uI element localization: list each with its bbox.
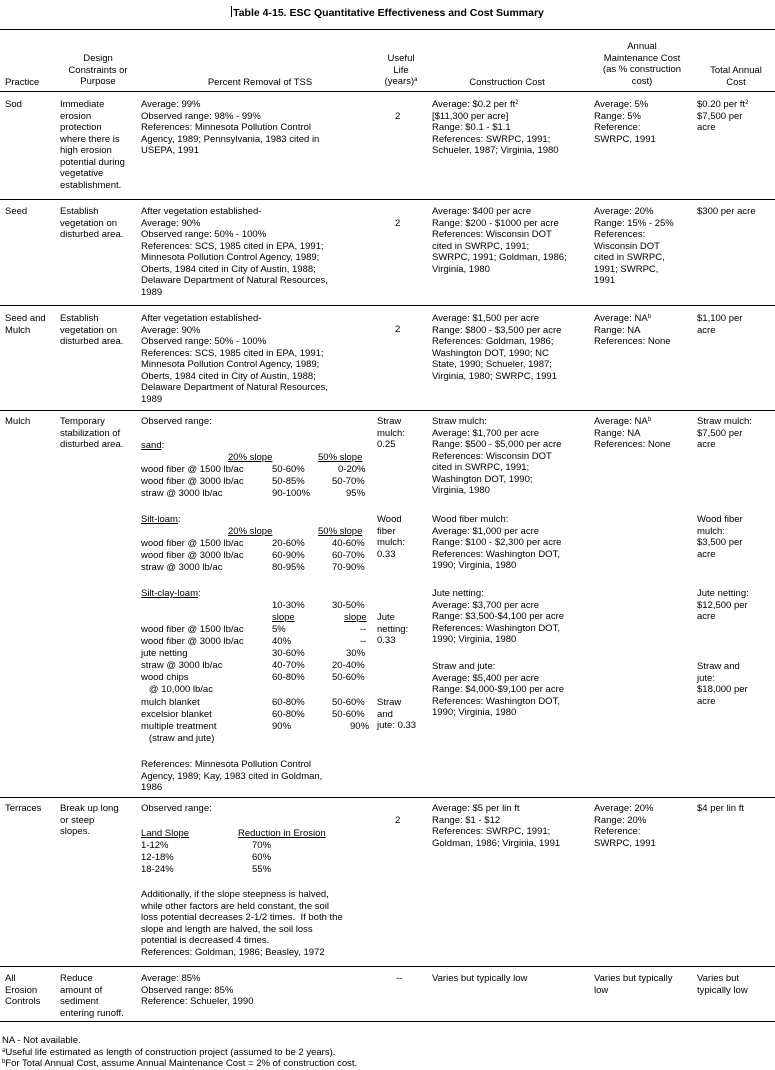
header-total: Total Annual Cost xyxy=(710,65,762,88)
mulch-siltclay-v2: -- xyxy=(360,636,367,647)
mulch-siltclay-label: (straw and jute) xyxy=(141,733,215,744)
seed-total: $300 per acre xyxy=(697,206,756,217)
mulch-siltloam-label: straw @ 3000 lb/ac xyxy=(141,562,223,573)
mulch-siltclay-v1: 40% xyxy=(272,636,292,647)
sod-maint: Average: 5% Range: 5% Reference: SWRPC, 1991 xyxy=(594,99,656,145)
seed-life: 2 xyxy=(395,218,401,229)
mulch-siltloam-v1: 80-95% xyxy=(272,562,305,573)
mulch-siltclay-v2: 30% xyxy=(346,648,366,659)
all-practice: All Erosion Controls xyxy=(5,973,41,1007)
mulch-life-jute: Jute netting: 0.33 xyxy=(377,612,409,646)
mulch-siltloam-v1: 60-90% xyxy=(272,550,305,561)
mulch-siltclay-heading: Silt-clay-loam: xyxy=(141,588,201,599)
footnote-b-text: For Total Annual Cost, assume Annual Maintenance Cost = 2% of construction cost. xyxy=(5,1058,358,1069)
footnote-b-mark: b xyxy=(2,1059,6,1065)
mulch-sand-col2: 50% slope xyxy=(318,452,363,463)
terraces-col1: Land Slope xyxy=(141,828,190,839)
seedmulch-total: $1,100 per acre xyxy=(697,313,743,336)
sod-cost xyxy=(432,99,559,157)
footnote-b xyxy=(2,1058,357,1070)
all-maint: Varies but typically low xyxy=(594,973,673,996)
mulch-total-jute: Jute netting: $12,500 per acre xyxy=(697,588,749,622)
sod-total-rest: $7,500 per acre xyxy=(697,110,743,133)
header-life-text: Useful Life (years) xyxy=(384,53,415,87)
terraces-reduction: 70% xyxy=(252,840,272,851)
terraces-cost: Average: $5 per lin ft Range: $1 - $12 References: SWRPC, 1991; Goldman, 1986; Virginia, 1991 xyxy=(432,803,561,849)
seed-maint: Average: 20% Range: 15% - 25% References: Wisconsin DOT cited in SWRPC, 1991; SWRPC, 1991 xyxy=(594,206,674,286)
mulch-sand-v1: 50-85% xyxy=(272,476,305,487)
row-rule xyxy=(0,199,775,200)
footnote-a-mark: a xyxy=(2,1048,6,1054)
row-rule xyxy=(0,410,775,411)
terraces-col2: Reduction in Erosion xyxy=(238,828,326,839)
mulch-siltclay-v1: 40-70% xyxy=(272,660,305,671)
mulch-practice: Mulch xyxy=(5,416,31,427)
mulch-siltloam-v2: 70-90% xyxy=(332,562,365,573)
seedmulch-practice: Seed and Mulch xyxy=(5,313,46,336)
text-cursor xyxy=(231,6,232,17)
mulch-siltloam-label: wood fiber @ 1500 lb/ac xyxy=(141,538,244,549)
header-practice: Practice xyxy=(5,77,40,88)
top-rule xyxy=(0,29,775,30)
table-title-text: Table 4-15. ESC Quantitative Effectiveness and Cost Summary xyxy=(233,7,544,19)
mulch-siltloam-v1: 20-60% xyxy=(272,538,305,549)
sod-total-mark: 2 xyxy=(745,100,749,106)
mulch-maint-rest: Range: NA References: None xyxy=(594,427,671,450)
header-maintenance: Annual Maintenance Cost (as % construction cost) xyxy=(602,41,682,87)
mulch-life-wood: Wood fiber mulch: 0.33 xyxy=(377,514,405,560)
mulch-siltclay-col2b: slope xyxy=(344,612,367,623)
mulch-siltclay-v2: 50-60% xyxy=(332,672,365,683)
mulch-siltloam-v2: 40-60% xyxy=(332,538,365,549)
header-life xyxy=(376,53,426,88)
mulch-total-straw: Straw mulch: $7,500 per acre xyxy=(697,416,752,450)
all-cost: Varies but typically low xyxy=(432,973,528,984)
mulch-sand-heading-text: sand xyxy=(141,440,162,451)
mulch-siltclay-label: @ 10,000 lb/ac xyxy=(141,684,213,695)
all-total: Varies but typically low xyxy=(697,973,748,996)
mulch-total-straw-jute: Straw and jute: $18,000 per acre xyxy=(697,661,748,707)
mulch-sand-v1: 50-60% xyxy=(272,464,305,475)
terraces-slope: 12-18% xyxy=(141,852,174,863)
mulch-sand-v2: 0-20% xyxy=(338,464,366,475)
mulch-siltloam-col1: 20% slope xyxy=(228,526,273,537)
terraces-slope: 1-12% xyxy=(141,840,169,851)
sod-tss: Average: 99% Observed range: 98% - 99% References: Minnesota Pollution Control Agency, 1989; Pennsylvania, 1983 cited in USEPA, 1991 xyxy=(141,99,320,156)
all-purpose: Reduce amount of sediment entering runoff. xyxy=(60,973,124,1019)
terraces-practice: Terraces xyxy=(5,803,42,814)
mulch-maint xyxy=(594,416,671,451)
mulch-observed: Observed range: xyxy=(141,416,212,427)
terraces-total: $4 per lin ft xyxy=(697,803,744,814)
sod-cost-rest: [$11,300 per acre] Range: $0.1 - $1.1 References: SWRPC, 1991; Schueler, 1987; Virginia, 1980 xyxy=(432,110,559,156)
seedmulch-tss: After vegetation established- Average: 90% Observed range: 50% - 100% References: SCS, 1985 cited in EPA, 1991; Minnesota Pollution Control Agency, 1989; Oberts, 1984 cited in City of Austin, 1988; Delaware Department of Natural Resources, 1989 xyxy=(141,313,328,405)
mulch-cost-straw: Straw mulch: Average: $1,700 per acre Range: $500 - $5,000 per acre References: Wisconsin DOT cited in SWRPC, 1991; Washington DOT, 1990; Virginia, 1980 xyxy=(432,416,562,496)
header-life-mark: a xyxy=(414,77,418,83)
terraces-reduction: 60% xyxy=(252,852,272,863)
mulch-siltclay-label: wood fiber @ 3000 lb/ac xyxy=(141,636,244,647)
mulch-cost-straw-jute: Straw and jute: Average: $5,400 per acre Range: $4,000-$9,100 per acre References: Washington DOT, 1990; Virginia, 1980 xyxy=(432,661,565,718)
footnote-a-text: Useful life estimated as length of construction project (assumed to be 2 years). xyxy=(5,1047,336,1058)
mulch-siltloam-heading: Silt-loam: xyxy=(141,514,181,525)
mulch-sand-col1: 20% slope xyxy=(228,452,273,463)
mulch-siltclay-label: jute netting xyxy=(141,648,188,659)
mulch-siltclay-label: wood fiber @ 1500 lb/ac xyxy=(141,624,244,635)
seedmulch-purpose: Establish vegetation on disturbed area. xyxy=(60,313,124,347)
mulch-sand-label: wood fiber @ 1500 lb/ac xyxy=(141,464,244,475)
seedmulch-cost: Average: $1,500 per acre Range: $800 - $3,500 per acre References: Goldman, 1986; Washington DOT, 1990; NC State, 1990; Schueler, 1987; Virginia, 1980; SWRPC, 1991 xyxy=(432,313,562,382)
mulch-siltclay-v1: 60-80% xyxy=(272,709,305,720)
terraces-slope: 18-24% xyxy=(141,864,174,875)
seed-practice: Seed xyxy=(5,206,28,217)
seed-purpose: Establish vegetation on disturbed area. xyxy=(60,206,124,240)
mulch-siltloam-label: wood fiber @ 3000 lb/ac xyxy=(141,550,244,561)
table-title xyxy=(0,6,775,20)
mulch-siltclay-v1: 90% xyxy=(272,721,292,732)
terraces-observed: Observed range: xyxy=(141,803,212,814)
footnote-a xyxy=(2,1047,335,1059)
mulch-siltloam-v2: 60-70% xyxy=(332,550,365,561)
mulch-maint-mark: b xyxy=(647,417,652,423)
mulch-siltloam-col2: 50% slope xyxy=(318,526,363,537)
mulch-siltclay-v2: 20-40% xyxy=(332,660,365,671)
seed-tss: After vegetation established- Average: 90% Observed range: 50% - 100% References: SCS, 1985 cited in EPA, 1991; Minnesota Pollution Control Agency, 1989; Oberts, 1984 cited in City of Austin, 1988; Delaware Department of Natural Resources, 1989 xyxy=(141,206,328,298)
header-rule xyxy=(0,91,775,92)
mulch-purpose: Temporary stabilization of disturbed area. xyxy=(60,416,124,450)
mulch-siltclay-heading-text: Silt-clay-loam xyxy=(141,588,199,599)
terraces-note: Additionally, if the slope steepness is halved, while other factors are held constant, the soil loss potential decreases 2-1/2 times. If both the slope and length are halved, the soil loss potential is decreased 4 times. References: Goldman, 1986; Beasley, 1972 xyxy=(141,889,343,958)
mulch-life-straw: Straw mulch: 0.25 xyxy=(377,416,405,450)
mulch-sand-v2: 50-70% xyxy=(332,476,365,487)
mulch-life-straw-jute: Straw and jute: 0.33 xyxy=(377,697,417,731)
mulch-siltclay-v1: 60-80% xyxy=(272,672,305,683)
mulch-siltclay-label: straw @ 3000 lb/ac xyxy=(141,660,223,671)
mulch-siltclay-v2: 90% xyxy=(350,721,370,732)
seedmulch-life: 2 xyxy=(395,324,401,335)
terraces-maint: Average: 20% Range: 20% Reference: SWRPC, 1991 xyxy=(594,803,656,849)
seedmulch-maint-rest: Range: NA References: None xyxy=(594,324,671,347)
terraces-reduction: 55% xyxy=(252,864,272,875)
sod-total-line1: $0.20 per ft xyxy=(697,99,746,110)
seedmulch-maint-line1: Average: NA xyxy=(594,313,648,324)
mulch-cost-jute: Jute netting: Average: $3,700 per acre Range: $3,500-$4,100 per acre References: Washington DOT, 1990; Virginia, 1980 xyxy=(432,588,565,645)
mulch-sand-label: wood fiber @ 3000 lb/ac xyxy=(141,476,244,487)
all-tss: Average: 85% Observed range: 85% Reference: Schueler, 1990 xyxy=(141,973,254,1007)
mulch-siltclay-label: wood chips xyxy=(141,672,189,683)
sod-life: 2 xyxy=(395,111,401,122)
sod-practice: Sod xyxy=(5,99,22,110)
mulch-sand-v2: 95% xyxy=(346,488,366,499)
row-rule xyxy=(0,305,775,306)
mulch-siltclay-col1a: 10-30% xyxy=(272,600,305,611)
sod-cost-mark: 2 xyxy=(515,100,519,106)
mulch-maint-line1: Average: NA xyxy=(594,416,648,427)
seed-cost: Average: $400 per acre Range: $200 - $1000 per acre References: Wisconsin DOT cited in SWRPC, 1991; SWRPC, 1991; Goldman, 1986; Virginia, 1980 xyxy=(432,206,567,275)
mulch-siltclay-v2: 50-60% xyxy=(332,697,365,708)
bottom-rule xyxy=(0,1021,775,1022)
mulch-sand-label: straw @ 3000 lb/ac xyxy=(141,488,223,499)
mulch-siltclay-v1: 30-60% xyxy=(272,648,305,659)
mulch-siltclay-col2a: 30-50% xyxy=(332,600,365,611)
mulch-siltclay-v1: 5% xyxy=(272,624,286,635)
mulch-siltloam-heading-text: Silt-loam xyxy=(141,514,178,525)
row-rule xyxy=(0,966,775,967)
mulch-siltclay-v1: 60-80% xyxy=(272,697,305,708)
header-construction: Construction Cost xyxy=(469,77,545,88)
sod-cost-line1: Average: $0.2 per ft xyxy=(432,99,516,110)
row-rule xyxy=(0,797,775,798)
mulch-siltclay-label: excelsior blanket xyxy=(141,709,212,720)
mulch-siltclay-v2: 50-60% xyxy=(332,709,365,720)
sod-purpose: Immediate erosion protection where there is high erosion potential during vegetative establishment. xyxy=(60,99,125,191)
mulch-siltclay-label: mulch blanket xyxy=(141,697,200,708)
header-design: Design Constraints or Purpose xyxy=(68,53,128,87)
mulch-total-wood: Wood fiber mulch: $3,500 per acre xyxy=(697,514,743,560)
mulch-siltclay-label: multiple treatment xyxy=(141,721,217,732)
mulch-sand-v1: 90-100% xyxy=(272,488,311,499)
all-life: -- xyxy=(396,973,403,984)
header-tss: Percent Removal of TSS xyxy=(207,77,313,88)
seedmulch-maint xyxy=(594,313,671,348)
seedmulch-maint-mark: b xyxy=(647,314,652,320)
sod-total xyxy=(697,99,748,134)
mulch-siltclay-v2: -- xyxy=(360,624,367,635)
terraces-life: 2 xyxy=(395,815,401,826)
terraces-purpose: Break up long or steep slopes. xyxy=(60,803,119,837)
mulch-cost-wood: Wood fiber mulch: Average: $1,000 per acre Range: $100 - $2,300 per acre References: Washington DOT, 1990; Virginia, 1980 xyxy=(432,514,562,571)
mulch-sand-heading: sand: xyxy=(141,440,165,451)
mulch-siltclay-col1b: slope xyxy=(272,612,295,623)
footnote-na: NA - Not available. xyxy=(2,1035,81,1046)
mulch-references: References: Minnesota Pollution Control Agency, 1989; Kay, 1983 cited in Goldman, 1986 xyxy=(141,759,323,793)
